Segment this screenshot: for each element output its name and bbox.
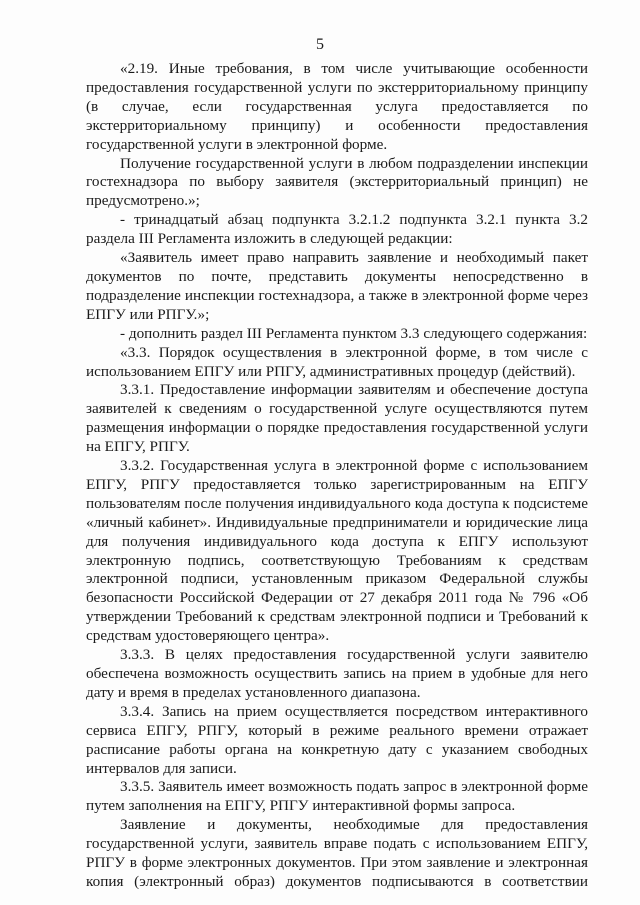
paragraph-amendment-13th-abzac: - тринадцатый абзац подпункта 3.2.1.2 подпункта 3.2.1 пункта 3.2 раздела III Регламента изложить в следующей редакции: bbox=[86, 211, 588, 248]
paragraph-applicant-right: «Заявитель имеет право направить заявление и необходимый пакет документов по почте, представить документы непосредственно в подразделение инспекции гостехнадзора, а также в электронной форме через ЕПГУ или РПГУ.»; bbox=[86, 249, 588, 323]
paragraph-3-3-3: 3.3.3. В целях предоставления государственной услуги заявителю обеспечена возможность осуществить запись на прием в удобные для него дату и время в пределах установленного диапазона. bbox=[86, 646, 588, 701]
paragraph-add-3-3: - дополнить раздел III Регламента пунктом 3.3 следующего содержания: bbox=[120, 324, 588, 342]
paragraph-2-19: «2.19. Иные требования, в том числе учитывающие особенности предоставления государственной услуги по экстерриториальному принципу (в случае, если государственная услуга предоставляется по экстерриториальному принципу) и особенности предоставления государственной услуги в электронной форме. bbox=[86, 60, 588, 153]
paragraph-3-3: «3.3. Порядок осуществления в электронной форме, в том числе с использованием ЕПГУ или РПГУ, административных процедур (действий). bbox=[86, 343, 588, 380]
paragraph-extraterritorial: Получение государственной услуги в любом подразделении инспекции гостехнадзора по выбору заявителя (экстерриториальный принцип) не предусмотрено.»; bbox=[86, 154, 588, 210]
page-number: 5 bbox=[316, 36, 324, 53]
paragraph-3-3-2: 3.3.2. Государственная услуга в электронной форме с использованием ЕПГУ, РПГУ предоставляется только зарегистрированным на ЕПГУ пользователям после получения индивидуального кода доступа к подсистеме «личный кабинет». Индивидуальные предприниматели и юридические лица для получения индивидуального кода доступа к ЕПГУ используют электронную подпись, соответствующую Требованиям к средствам электронной подписи, установленным приказом Федеральной службы безопасности Российской Федерации от 27 декабря 2011 года № 796 «Об утверждении Требований к средствам электронной подписи и Требований к средствам удостоверяющего центра». bbox=[86, 457, 588, 645]
paragraph-3-3-4: 3.3.4. Запись на прием осуществляется посредством интерактивного сервиса ЕПГУ, РПГУ, который в режиме реального времени отражает расписание работы органа на конкретную дату с указанием свободных интервалов для записи. bbox=[86, 702, 588, 777]
paragraph-3-3-5: 3.3.5. Заявитель имеет возможность подать запрос в электронной форме путем заполнения на ЕПГУ, РПГУ интерактивной формы запроса. bbox=[86, 778, 588, 815]
paragraph-application-documents: Заявление и документы, необходимые для предоставления государственной услуги, заявитель вправе подать с использованием ЕПГУ, РПГУ в форме электронных документов. При этом заявление и электронная копия (электронный образ) документов подписываются в соответствии bbox=[86, 816, 588, 890]
paragraph-3-3-1: 3.3.1. Предоставление информации заявителям и обеспечение доступа заявителей к сведениям о государственной услуге осуществляются путем размещения информации о порядке предоставления государственной услуги на ЕПГУ, РПГУ. bbox=[86, 381, 588, 456]
document-body bbox=[86, 60, 588, 892]
